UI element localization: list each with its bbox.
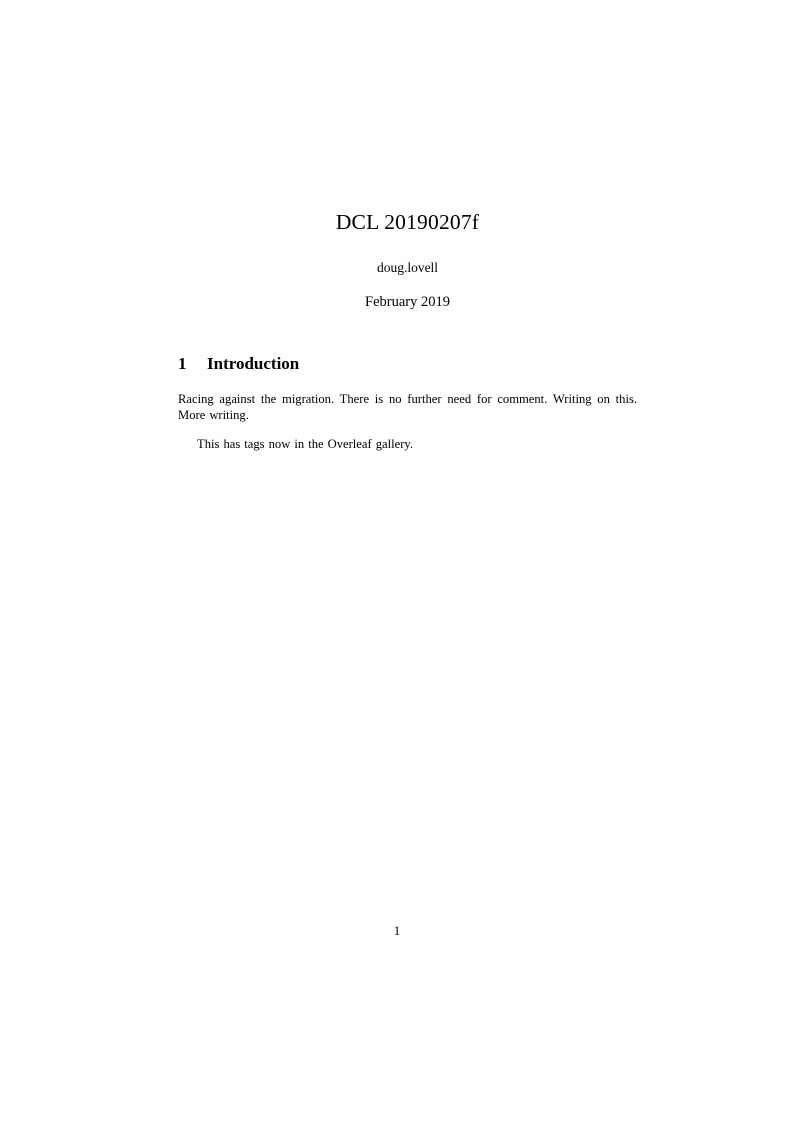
document-date: February 2019	[365, 294, 450, 310]
document-title: DCL 20190207f	[335, 210, 480, 234]
paragraph-1: Racing against the migration. There is no further need for comment. Writing on this. More writing.	[178, 392, 637, 423]
page-number: 1	[393, 924, 401, 938]
paragraph-2: This has tags now in the Overleaf gallery.	[197, 437, 414, 452]
section-heading-introduction	[178, 354, 637, 374]
section-title: Introduction	[207, 354, 300, 373]
page-content	[178, 0, 637, 465]
document-author: doug.lovell	[376, 260, 439, 275]
section-number: 1	[178, 354, 187, 373]
